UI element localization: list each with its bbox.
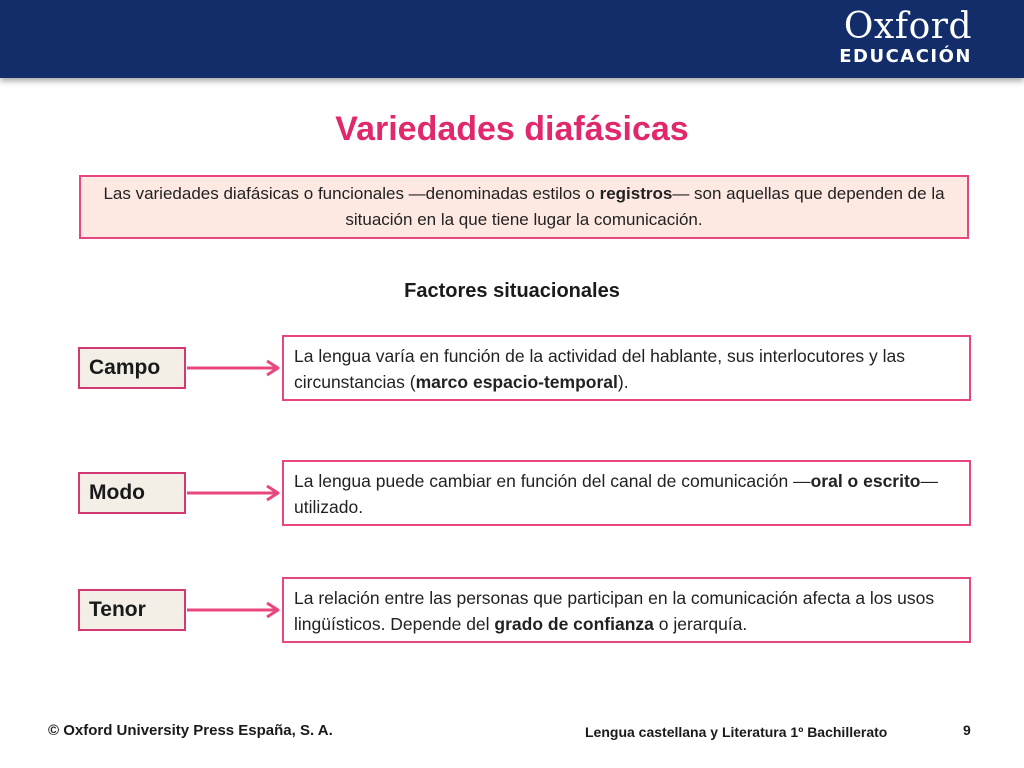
intro-text-after: — son aquellas que dependen de la situación en la que tiene lugar la comunicación. (345, 184, 945, 229)
factor-description-campo (282, 335, 971, 401)
factor-modo-text-after: — utilizado. (294, 471, 938, 517)
arrow-right-icon (187, 600, 283, 620)
factor-tenor-text-after: o jerarquía. (653, 614, 748, 634)
factor-tenor-text-before: La relación entre las personas que participan en la comunicación afecta a los usos lingüísticos. Depende del (294, 588, 935, 634)
page-number: 9 (963, 722, 971, 738)
footer-copyright: © Oxford University Press España, S. A. (48, 722, 333, 739)
intro-text-before: Las variedades diafásicas o funcionales —denominadas estilos o (103, 184, 600, 203)
factor-modo-text-before: La lengua puede cambiar en función del canal de comunicación — (294, 471, 811, 491)
arrow-right-icon (187, 483, 283, 503)
header-bar (0, 0, 1024, 78)
factor-label-modo: Modo (78, 472, 186, 514)
section-subtitle: Factores situacionales (404, 280, 620, 302)
factor-label-campo: Campo (78, 347, 186, 389)
intro-box (79, 175, 969, 239)
intro-text-bold: registros (599, 184, 673, 203)
oxford-logo (839, 8, 972, 67)
footer-course: Lengua castellana y Literatura 1º Bachillerato (585, 724, 888, 740)
slide-title: Variedades diafásicas (335, 110, 689, 148)
logo-educacion-text: EDUCACIÓN (839, 46, 972, 67)
factor-description-modo (282, 460, 971, 526)
factor-tenor-text-bold: grado de confianza (494, 614, 654, 634)
factor-campo-text-bold: marco espacio-temporal (415, 372, 618, 392)
factor-campo-text-after: ). (617, 372, 629, 392)
factor-campo-text-before: La lengua varía en función de la actividad del hablante, sus interlocutores y las circunstancias ( (294, 346, 905, 392)
logo-oxford-text: Oxford (843, 6, 972, 47)
factor-description-tenor (282, 577, 971, 643)
intro-text (95, 181, 953, 233)
factor-modo-text-bold: oral o escrito (810, 471, 921, 491)
arrow-right-icon (187, 358, 283, 378)
factor-label-tenor: Tenor (78, 589, 186, 631)
